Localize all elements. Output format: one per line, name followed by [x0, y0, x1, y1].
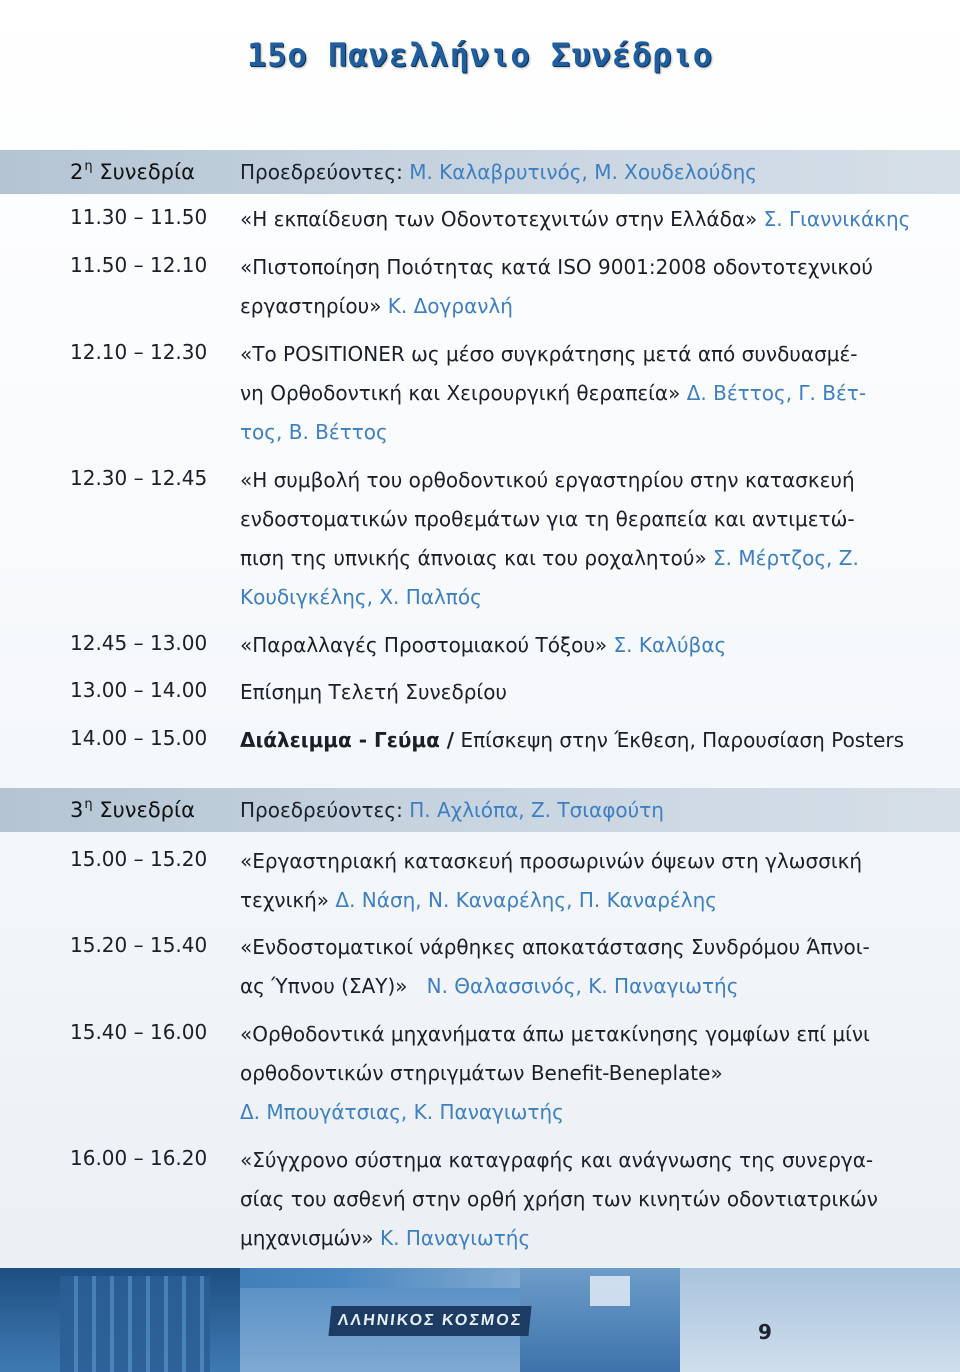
- item-description: «Ενδοστοματικοί νάρθηκες αποκατάστασης Συνδρόμου Άπνοι- ας Ύπνου (ΣΑΥ)» Ν. Θαλασσινός, Κ. Παναγιωτής: [240, 935, 870, 998]
- item-description: «Η συμβολή του ορθοδοντικού εργαστηρίου στην κατασκευή ενδοστοματικών προθεμάτων για τη θεραπεία και αντιμετώ- πιση της υπνικής άπνοιας και του ροχαλητού» Σ. Μέρτζος, Ζ. Κουδιγκέλης, Χ. Παλπός: [240, 468, 859, 609]
- item-time: 15.00 – 15.20: [70, 847, 208, 871]
- session-2-header: [0, 150, 960, 194]
- session-2-chairs: Προεδρεύοντες: Μ. Καλαβρυτινός, Μ. Χουδελούδης: [240, 160, 758, 184]
- item-description: «Εργαστηριακή κατασκευή προσωρινών όψεων στη γλωσσική τεχνική» Δ. Νάση, Ν. Καναρέλης, Π. Καναρέλης: [240, 849, 863, 912]
- page-title: 15ο Πανελλήνιο Συνέδριο: [246, 36, 714, 74]
- session-2-label: $2^\eta$ Συνεδρία: [70, 159, 195, 184]
- item-time: 11.50 – 12.10: [70, 253, 208, 277]
- session-3-label: $3^\eta$ Συνεδρία: [70, 797, 195, 822]
- item-description: «Το POSITIONER ως μέσο συγκράτησης μετά από συνδυασμέ- νη Ορθοδοντική και Χειρουργική θεραπεία» Δ. Βέττος, Γ. Βέτ- τος, Β. Βέττος: [240, 342, 867, 444]
- item-description: Διάλειμμα - Γεύμα / Επίσκεψη στην Έκθεση, Παρουσίαση Posters: [240, 728, 905, 752]
- building-sign: ΛΛΗΝΙΚΟΣ ΚΟΣΜΟΣ: [328, 1306, 531, 1336]
- item-time: 15.40 – 16.00: [70, 1020, 208, 1044]
- item-description: Επίσημη Τελετή Συνεδρίου: [240, 680, 508, 704]
- page-number: 9: [758, 1320, 772, 1344]
- footer-photo: [0, 1268, 960, 1372]
- item-time: 13.00 – 14.00: [70, 678, 208, 702]
- session-3-header: [0, 788, 960, 832]
- item-time: 12.45 – 13.00: [70, 631, 208, 655]
- item-description: «Η εκπαίδευση των Οδοντοτεχνιτών στην Ελλάδα» Σ. Γιαννικάκης: [240, 207, 911, 231]
- item-time: 15.20 – 15.40: [70, 933, 208, 957]
- session-3-chairs: Προεδρεύοντες: Π. Αχλιόπα, Ζ. Τσιαφούτη: [240, 798, 664, 822]
- item-description: «Σύγχρονο σύστημα καταγραφής και ανάγνωσης της συνεργα- σίας του ασθενή στην ορθή χρήση των κινητών οδοντιατρικών μηχανισμών» Κ. Παναγιωτής: [240, 1148, 878, 1250]
- item-time: 11.30 – 11.50: [70, 205, 208, 229]
- item-time: 16.00 – 16.20: [70, 1146, 208, 1170]
- item-time: 14.00 – 15.00: [70, 726, 208, 750]
- item-time: 12.30 – 12.45: [70, 466, 208, 490]
- item-description: «Ορθοδοντικά μηχανήματα άπω μετακίνησης γομφίων επί μίνι ορθοδοντικών στηριγμάτων Benefit-Beneplate» Δ. Μπουγάτσιας, Κ. Παναγιωτής: [240, 1022, 870, 1124]
- item-description: «Πιστοποίηση Ποιότητας κατά ISO 9001:2008 οδοντοτεχνικού εργαστηρίου» Κ. Δογρανλή: [240, 255, 873, 318]
- item-time: 12.10 – 12.30: [70, 340, 208, 364]
- item-description: «Παραλλαγές Προστομιακού Τόξου» Σ. Καλύβας: [240, 633, 727, 657]
